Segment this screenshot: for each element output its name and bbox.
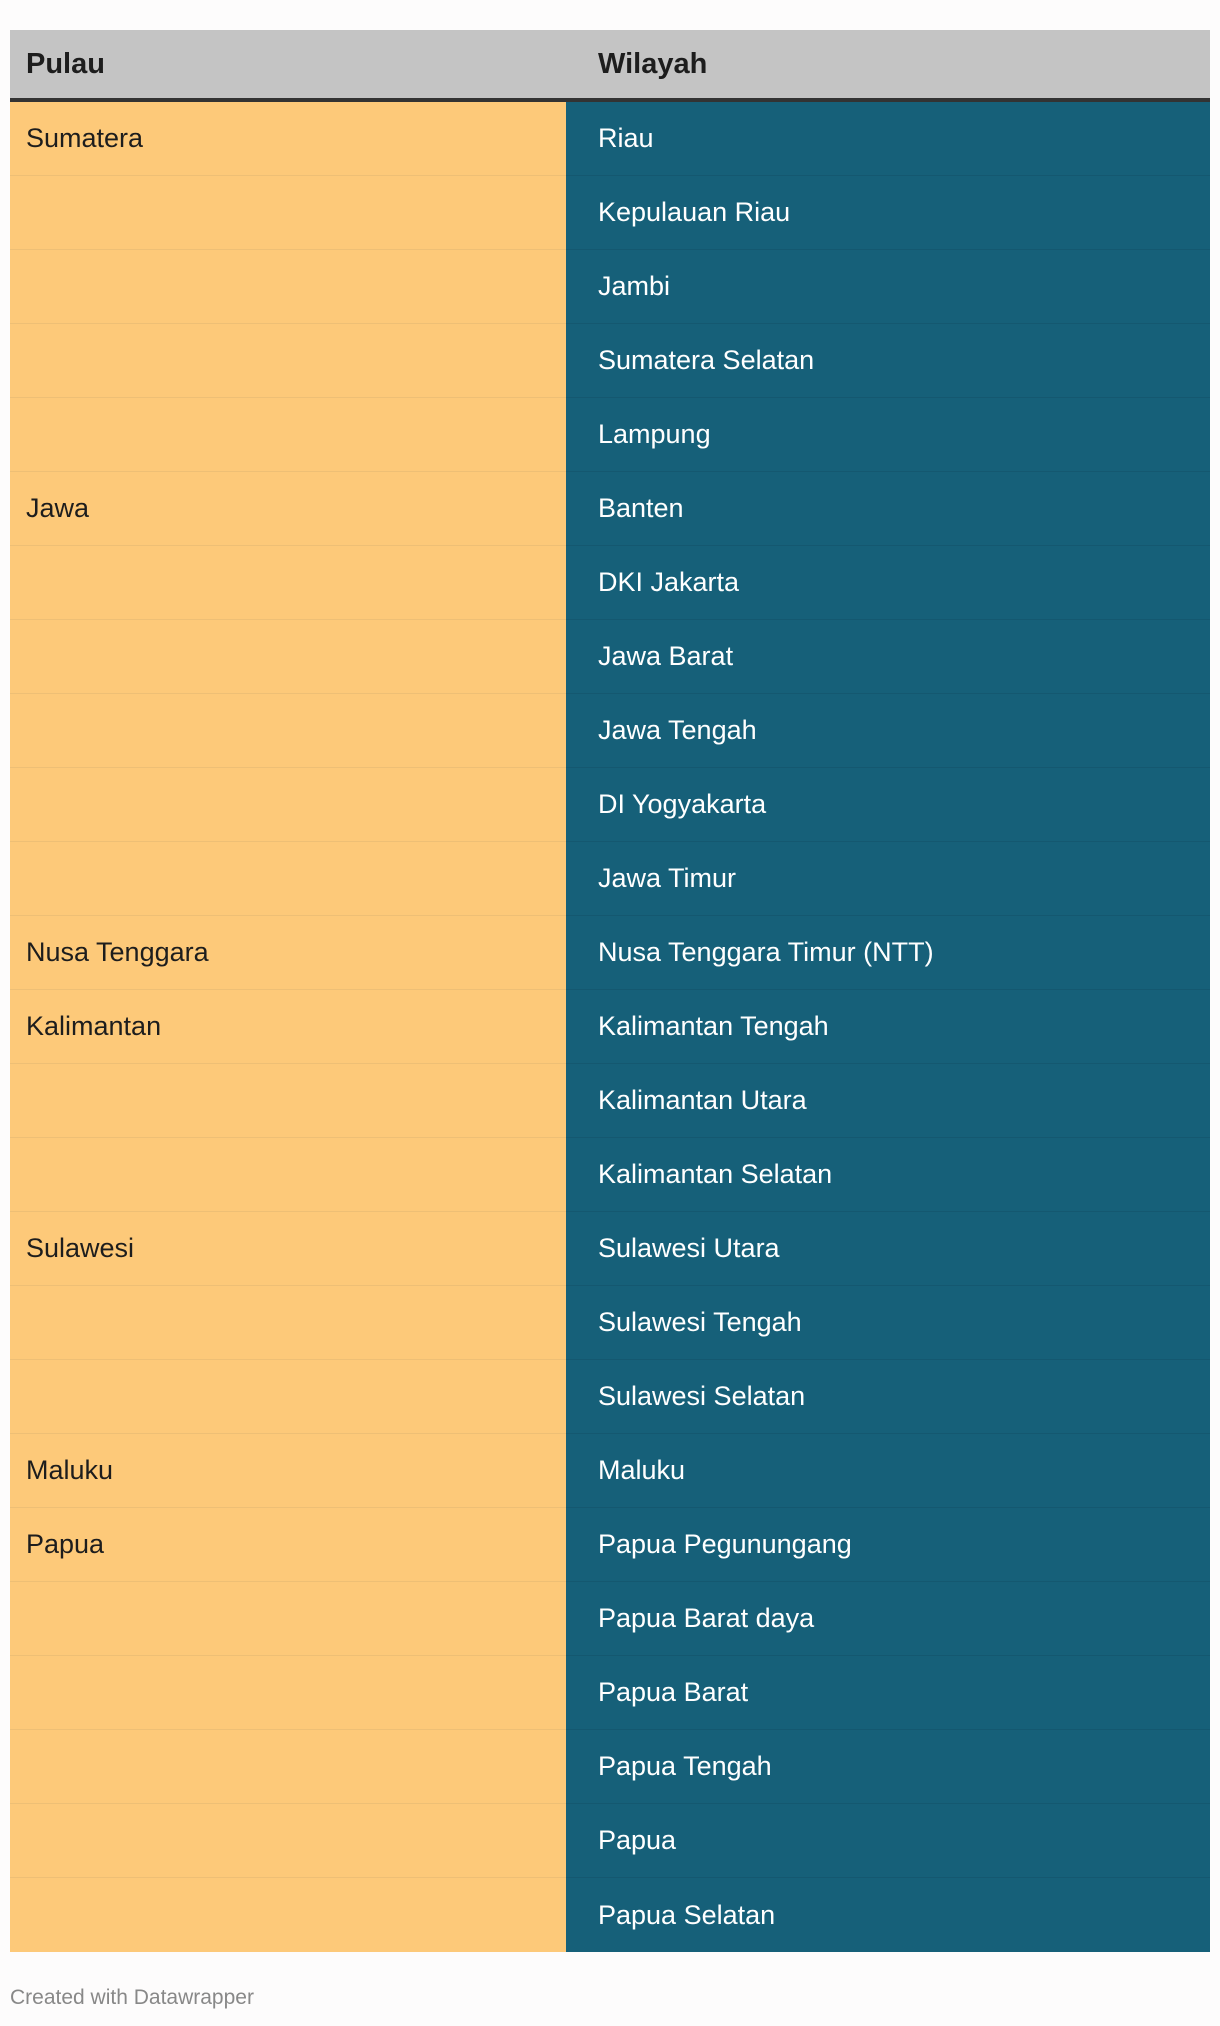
table-row — [10, 1138, 1210, 1212]
cell-pulau — [10, 324, 566, 398]
table-row — [10, 1804, 1210, 1878]
cell-wilayah: Nusa Tenggara Timur (NTT) — [566, 916, 1210, 990]
table-row — [10, 1582, 1210, 1656]
cell-pulau — [10, 842, 566, 916]
cell-wilayah: Maluku — [566, 1434, 1210, 1508]
table-row — [10, 324, 1210, 398]
cell-wilayah: Kepulauan Riau — [566, 176, 1210, 250]
table-row — [10, 990, 1210, 1064]
cell-wilayah: Jambi — [566, 250, 1210, 324]
cell-wilayah: Lampung — [566, 398, 1210, 472]
cell-wilayah: Jawa Tengah — [566, 694, 1210, 768]
table-row — [10, 472, 1210, 546]
cell-pulau: Sulawesi — [10, 1212, 566, 1286]
cell-pulau — [10, 250, 566, 324]
cell-wilayah: Papua Tengah — [566, 1730, 1210, 1804]
cell-wilayah: Jawa Barat — [566, 620, 1210, 694]
cell-wilayah: Jawa Timur — [566, 842, 1210, 916]
cell-wilayah: DKI Jakarta — [566, 546, 1210, 620]
datawrapper-credit: Created with Datawrapper — [10, 1986, 254, 2009]
cell-wilayah: Kalimantan Utara — [566, 1064, 1210, 1138]
header-pulau: Pulau — [26, 47, 105, 80]
cell-wilayah: Papua Barat — [566, 1656, 1210, 1730]
cell-pulau — [10, 1064, 566, 1138]
table-row — [10, 1064, 1210, 1138]
cell-pulau: Maluku — [10, 1434, 566, 1508]
cell-pulau — [10, 1804, 566, 1878]
cell-pulau — [10, 1730, 566, 1804]
cell-pulau — [10, 1656, 566, 1730]
table-row — [10, 1360, 1210, 1434]
cell-pulau — [10, 620, 566, 694]
table-row — [10, 1656, 1210, 1730]
cell-pulau — [10, 1360, 566, 1434]
cell-pulau: Papua — [10, 1508, 566, 1582]
cell-pulau — [10, 1286, 566, 1360]
cell-pulau — [10, 176, 566, 250]
table-row — [10, 250, 1210, 324]
table-row — [10, 916, 1210, 990]
cell-pulau — [10, 1878, 566, 1952]
cell-wilayah: Sulawesi Tengah — [566, 1286, 1210, 1360]
table-row — [10, 694, 1210, 768]
table-body — [10, 102, 1210, 1952]
header-wilayah: Wilayah — [598, 47, 708, 80]
table-row — [10, 102, 1210, 176]
cell-wilayah: Kalimantan Tengah — [566, 990, 1210, 1064]
cell-wilayah: Sulawesi Utara — [566, 1212, 1210, 1286]
cell-wilayah: Riau — [566, 102, 1210, 176]
cell-pulau — [10, 1138, 566, 1212]
cell-wilayah: DI Yogyakarta — [566, 768, 1210, 842]
table-row — [10, 1508, 1210, 1582]
cell-pulau: Jawa — [10, 472, 566, 546]
cell-wilayah: Banten — [566, 472, 1210, 546]
table-row — [10, 176, 1210, 250]
table-row — [10, 1286, 1210, 1360]
cell-wilayah: Papua Pegunungang — [566, 1508, 1210, 1582]
table-row — [10, 842, 1210, 916]
table-row — [10, 1878, 1210, 1952]
cell-pulau: Kalimantan — [10, 990, 566, 1064]
cell-wilayah: Papua Selatan — [566, 1878, 1210, 1952]
cell-pulau — [10, 768, 566, 842]
data-table — [10, 30, 1210, 1952]
cell-wilayah: Papua — [566, 1804, 1210, 1878]
table-row — [10, 620, 1210, 694]
cell-pulau: Sumatera — [10, 102, 566, 176]
cell-pulau — [10, 1582, 566, 1656]
table-header — [10, 30, 1210, 102]
table-row — [10, 546, 1210, 620]
cell-wilayah: Kalimantan Selatan — [566, 1138, 1210, 1212]
table-row — [10, 1730, 1210, 1804]
cell-pulau — [10, 546, 566, 620]
cell-pulau — [10, 398, 566, 472]
cell-wilayah: Papua Barat daya — [566, 1582, 1210, 1656]
table-row — [10, 1212, 1210, 1286]
cell-pulau — [10, 694, 566, 768]
cell-pulau: Nusa Tenggara — [10, 916, 566, 990]
table-row — [10, 768, 1210, 842]
table-row — [10, 398, 1210, 472]
table-row — [10, 1434, 1210, 1508]
cell-wilayah: Sulawesi Selatan — [566, 1360, 1210, 1434]
cell-wilayah: Sumatera Selatan — [566, 324, 1210, 398]
